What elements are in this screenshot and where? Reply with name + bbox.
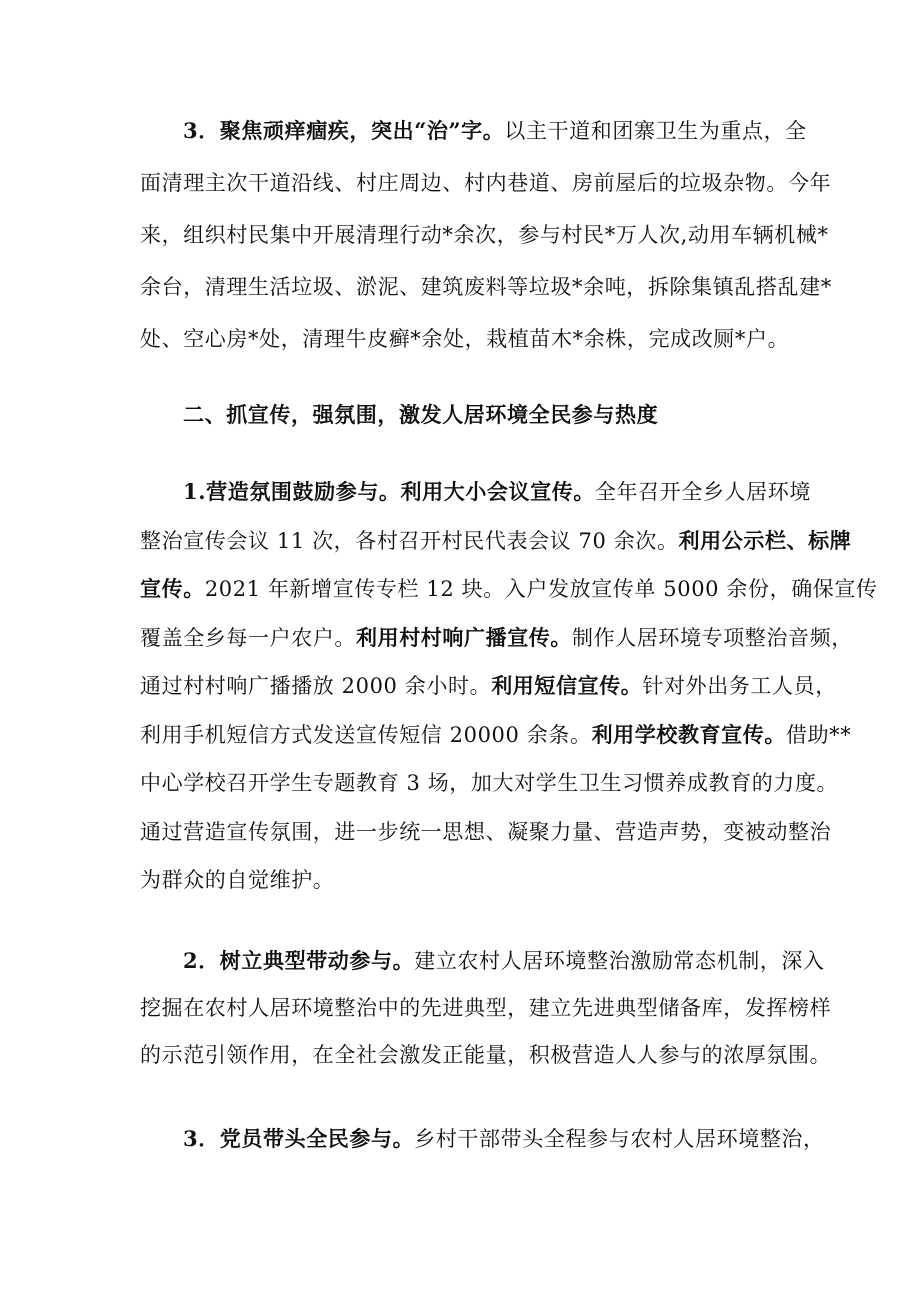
bold-lead-text: 利用公示栏、标牌 xyxy=(678,527,852,553)
body-text: 为群众的自觉维护。 xyxy=(140,868,335,892)
body-text: 通过营造宣传氛围，进一步统一思想、凝聚力量、营造声势，变被动整治 xyxy=(140,819,832,844)
bold-lead-text: 3．聚焦顽痒痼疾，突出“治”字。 xyxy=(183,118,505,143)
bold-lead-text: 利用学校教育宣传。 xyxy=(591,721,786,747)
section-heading-publicity: 二、抓宣传，强氛围，激发人居环境全民参与热度 xyxy=(183,402,659,427)
text-line xyxy=(183,116,807,146)
bold-lead-text: 2．树立典型带动参与。 xyxy=(183,948,415,973)
text-line xyxy=(140,324,800,354)
text-line xyxy=(183,477,811,507)
body-text: 覆盖全乡每一户农户。 xyxy=(140,625,356,650)
bold-lead-text: 利用村村响广播宣传。 xyxy=(356,624,572,650)
text-line xyxy=(140,220,829,250)
body-text: 借助** xyxy=(785,722,852,747)
body-text: 通过村村响广播播放 2000 余小时。 xyxy=(140,674,492,698)
body-text: 挖掘在农村人居环境整治中的先进典型，建立先进典型储备库，发挥榜样 xyxy=(140,996,832,1020)
text-line xyxy=(140,768,839,798)
text-line xyxy=(140,993,832,1023)
body-text: 制作人居环境专项整治音频， xyxy=(572,625,853,650)
text-line xyxy=(140,865,800,895)
body-text: 乡村干部带头全程参与农村人居环境整治， xyxy=(414,1127,825,1151)
body-text: 整治宣传会议 11 次，各村召开村民代表会议 70 余次。 xyxy=(140,528,679,553)
text-line xyxy=(140,817,832,847)
body-text: 2021 年新增宣传专栏 12 块。入户发放宣传单 5000 余份，确保宣传 xyxy=(204,577,878,601)
body-text: 中心学校召开学生专题教育 3 场，加大对学生卫生习惯养成教育的力度。 xyxy=(140,771,839,795)
text-line xyxy=(140,671,837,701)
body-text: 以主干道和团寨卫生为重点，全 xyxy=(504,119,807,143)
body-text: 的示范引领作用，在全社会激发正能量，积极营造人人参与的浓厚氛围。 xyxy=(140,1043,832,1067)
text-line xyxy=(140,168,832,198)
text-line xyxy=(140,1040,832,1070)
text-line xyxy=(140,526,852,556)
bold-lead-text: 宣传。 xyxy=(140,576,205,601)
body-text: 利用手机短信方式发送宣传短信 20000 余条。 xyxy=(140,722,592,747)
body-text: 处、空心房*处，清理牛皮癣*余处，栽植苗木*余株，完成改厕*户。 xyxy=(140,327,790,351)
text-line xyxy=(140,623,853,653)
text-line xyxy=(183,946,825,976)
body-text: 面清理主次干道沿线、村庄周边、村内巷道、房前屋后的垃圾杂物。今年 xyxy=(140,171,832,195)
text-line xyxy=(140,720,852,750)
body-text: 针对外出务工人员， xyxy=(642,674,837,698)
text-line xyxy=(140,574,878,604)
text-line xyxy=(183,1124,825,1154)
body-text: 来，组织村民集中开展清理行动*余次，参与村民*万人次,动用车辆机械* xyxy=(140,223,829,247)
body-text: 全年召开全乡人居环境 xyxy=(594,480,811,504)
body-text: 余台，清理生活垃圾、淤泥、建筑废料等垃圾*余吨，拆除集镇乱搭乱建* xyxy=(140,275,832,299)
body-text: 建立农村人居环境整治激励常态机制，深入 xyxy=(414,949,825,973)
bold-lead-text: 3．党员带头全民参与。 xyxy=(183,1126,415,1151)
bold-lead-text: 利用短信宣传。 xyxy=(491,673,643,698)
text-line xyxy=(140,272,832,302)
bold-lead-text: 1.营造氛围鼓励参与。利用大小会议宣传。 xyxy=(183,479,595,504)
